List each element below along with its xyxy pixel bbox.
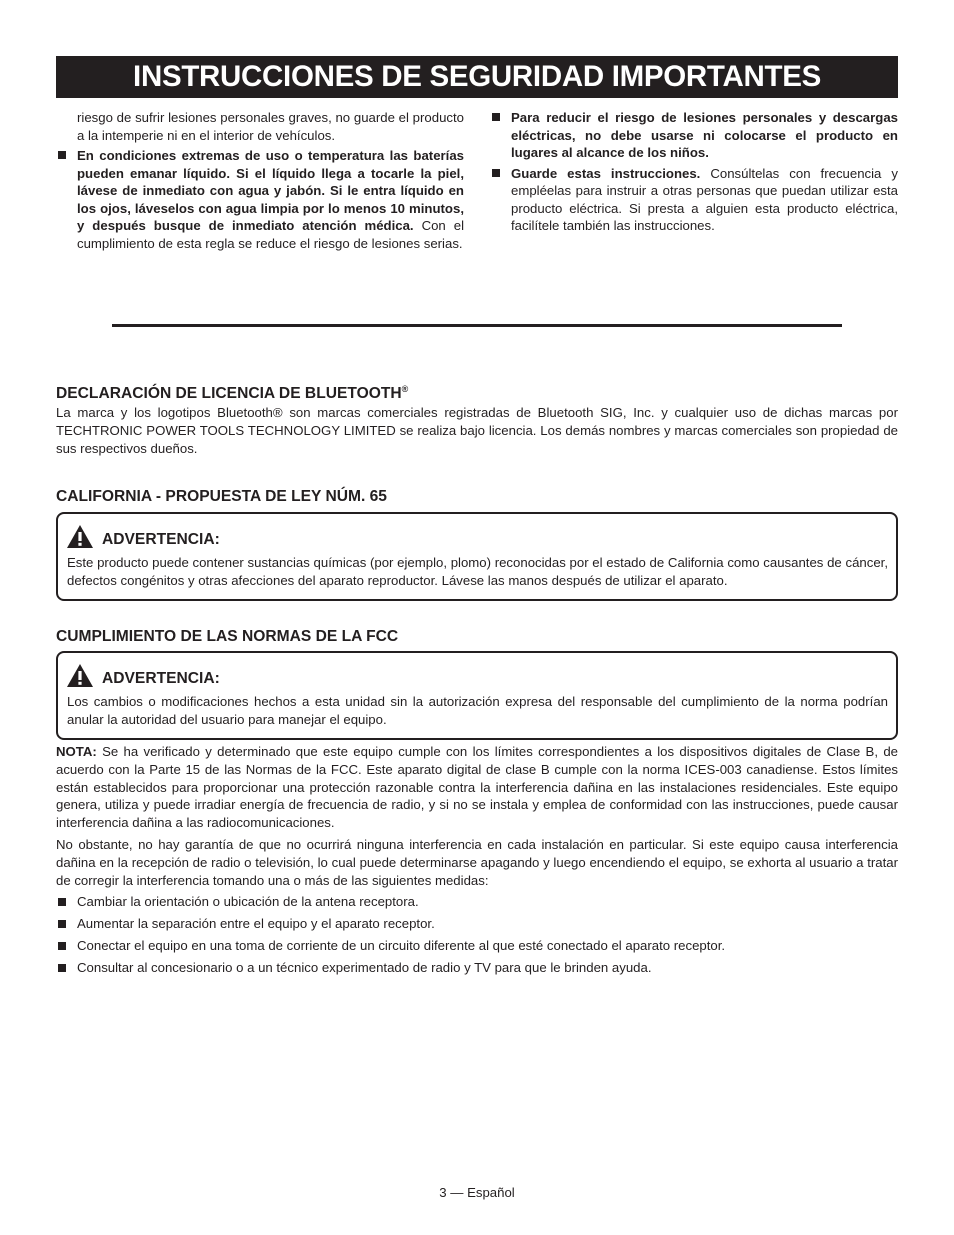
warning-triangle-icon bbox=[66, 524, 94, 549]
fcc-measures-list bbox=[56, 893, 898, 981]
bullet-bold-text: Guarde estas instrucciones. bbox=[511, 165, 701, 181]
bluetooth-heading-text: DECLARACIÓN DE LICENCIA DE BLUETOOTH bbox=[56, 385, 402, 402]
fcc-note bbox=[56, 743, 898, 832]
square-bullet-icon bbox=[58, 920, 66, 928]
page-footer: 3 — Español bbox=[439, 1185, 515, 1200]
bullet-text: Consúltelas con frecuencia y empléelas para instruir a otras personas que puedan utilizar esta producto eléctrica. Si presta a alguien esta producto eléctrica, facilítele también las instrucciones. bbox=[511, 165, 899, 233]
list-item bbox=[56, 937, 898, 959]
page-title-banner: INSTRUCCIONES DE SEGURIDAD IMPORTANTES bbox=[56, 56, 898, 98]
warning-text: Los cambios o modificaciones hechos a esta unidad sin la autorización expresa del responsable del cumplimiento de la norma podrían anular la autoridad del usuario para manejar el equipo. bbox=[67, 694, 888, 727]
bluetooth-text: La marca y los logotipos Bluetooth® son marcas comerciales registradas de Bluetooth SIG, Inc. y cualquier uso de dichas marcas por TECHTRONIC POWER TOOLS TECHNOLOGY LIMITED se realiza bajo licencia. Los demás nombres y marcas comerciales son propiedad de sus respectivos dueños. bbox=[56, 405, 898, 456]
list-item bbox=[56, 147, 464, 252]
section-divider bbox=[112, 324, 842, 327]
warning-title: ADVERTENCIA: bbox=[102, 531, 220, 548]
bullet-text: Con el cumplimiento de esta regla se reduce el riesgo de lesiones serias. bbox=[77, 218, 464, 251]
note-text: Se ha verificado y determinado que este equipo cumple con los límites correspondientes a los dispositivos digitales de Clase B, de acuerdo con la Parte 15 de las Normas de la FCC. Este aparato digital de clase B cumple con la norma ICES-003 canadiense. Estos límites están establecidos para proporcionar una protección razonable contra la interferencia dañina en las instalaciones residenciales. Este equipo genera, utiliza y puede irradiar energía de frecuencia de radio, y si no se instala y emplea de conformidad con las instrucciones, puede causar interferencia dañina a las radiocomunicaciones. bbox=[56, 744, 898, 831]
list-item-text: Cambiar la orientación o ubicación de la antena receptora. bbox=[77, 894, 419, 909]
bluetooth-heading bbox=[56, 379, 408, 404]
california-heading: CALIFORNIA - PROPUESTA DE LEY NÚM. 65 bbox=[56, 488, 387, 505]
square-bullet-icon bbox=[58, 898, 66, 906]
left-column bbox=[56, 109, 464, 252]
registered-mark: ® bbox=[401, 384, 409, 394]
list-item-text: Aumentar la separación entre el equipo y el aparato receptor. bbox=[77, 916, 435, 931]
square-bullet-icon bbox=[492, 113, 500, 121]
square-bullet-icon bbox=[58, 942, 66, 950]
california-warning-box bbox=[56, 512, 898, 601]
list-item-text: Conectar el equipo en una toma de corriente de un circuito diferente al que esté conectado el aparato receptor. bbox=[77, 938, 726, 953]
list-item bbox=[490, 109, 898, 162]
warning-triangle-icon bbox=[66, 663, 94, 688]
bullet-bold-text: En condiciones extremas de uso o temperatura las baterías pueden emanar líquido. Si el líquido llega a tocarle la piel, lávese de inmediato con agua y jabón. Si le entra líquido en los ojos, láveselos con agua limpia por lo menos 10 minutos, y después busque de inmediato atención médica. bbox=[77, 148, 464, 233]
warning-title: ADVERTENCIA: bbox=[102, 670, 220, 687]
square-bullet-icon bbox=[58, 151, 66, 159]
list-item bbox=[56, 959, 898, 981]
square-bullet-icon bbox=[58, 964, 66, 972]
list-item bbox=[56, 915, 898, 937]
warning-text: Este producto puede contener sustancias químicas (por ejemplo, plomo) reconocidas por el estado de California como causantes de cáncer, defectos congénitos y otras afecciones del aparato reproductor. Lávese las manos después de utilizar el aparato. bbox=[67, 555, 888, 588]
fcc-paragraph-2: No obstante, no hay garantía de que no ocurrirá ninguna interferencia en cada instalación en particular. Si este equipo causa interferencia dañina en la recepción de radio o televisión, lo cual puede determinarse apagando y luego encendiendo el equipo, se exhorta al usuario a tratar de corregir la interferencia tomando una o más de las siguientes medidas: bbox=[56, 837, 898, 888]
fcc-heading: CUMPLIMIENTO DE LAS NORMAS DE LA FCC bbox=[56, 628, 399, 645]
square-bullet-icon bbox=[492, 169, 500, 177]
bullet-bold-text: Para reducir el riesgo de lesiones personales y descargas eléctricas, no debe usarse ni colocarse el producto en lugares al alcance de los niños. bbox=[511, 110, 898, 160]
fcc-warning-box bbox=[56, 651, 898, 740]
list-item bbox=[56, 893, 898, 915]
list-item bbox=[490, 165, 898, 235]
right-column bbox=[490, 109, 898, 235]
continued-text: riesgo de sufrir lesiones personales graves, no guarde el producto a la intemperie ni en el interior de vehículos. bbox=[77, 110, 464, 143]
note-label: NOTA: bbox=[56, 744, 97, 759]
list-item-text: Consultar al concesionario o a un técnico experimentado de radio y TV para que le brinden ayuda. bbox=[77, 960, 652, 975]
